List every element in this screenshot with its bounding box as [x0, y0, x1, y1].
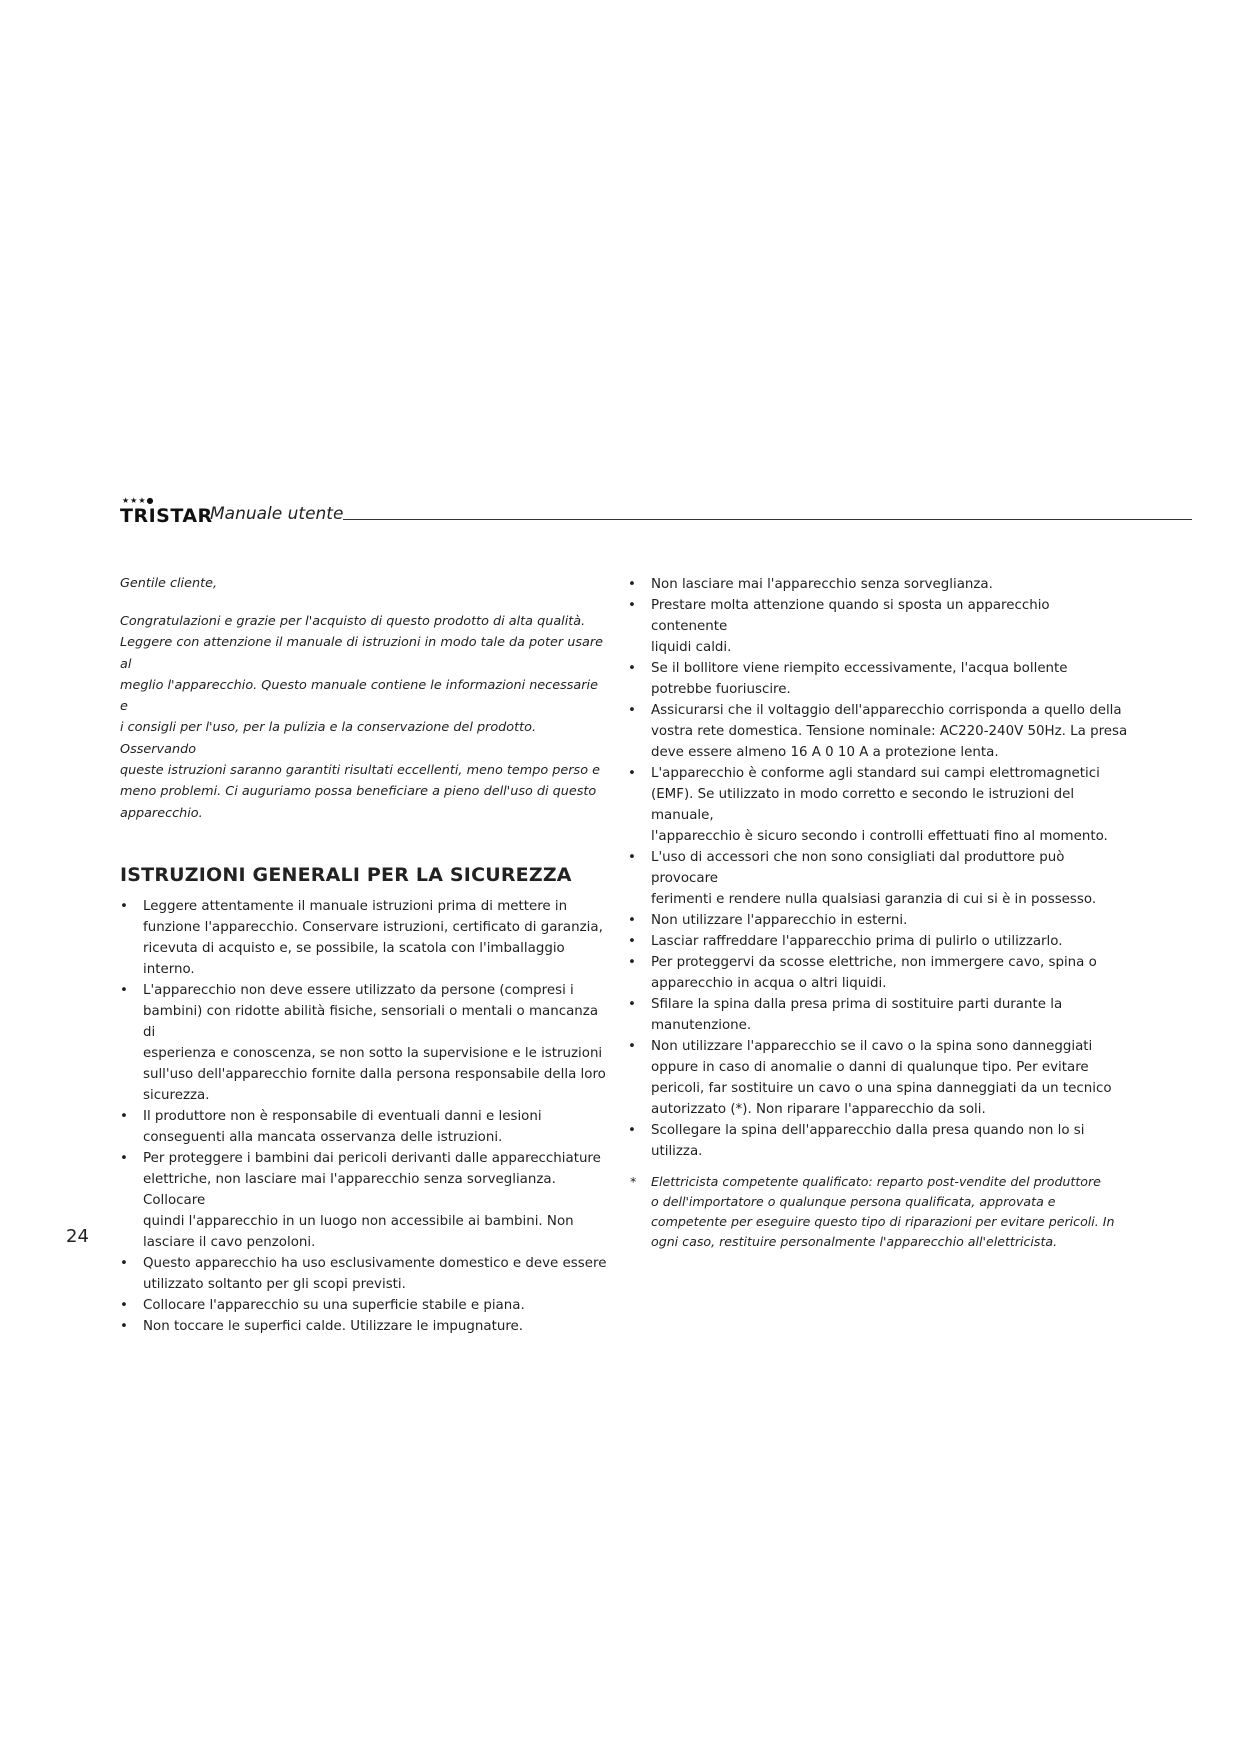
bullet-line: Non utilizzare l'apparecchio se il cavo o la spina sono danneggiati: [651, 1039, 1093, 1054]
safety-bullet-item: [628, 1036, 1128, 1120]
safety-list-left: [120, 896, 608, 1337]
bullet-line: L'apparecchio è conforme agli standard sui campi elettromagnetici: [651, 766, 1100, 781]
bullet-line: L'uso di accessori che non sono consigliati dal produttore può provocare: [651, 850, 1065, 886]
left-column: [120, 574, 608, 1337]
safety-bullet-item: [628, 931, 1128, 952]
intro-line: i consigli per l'uso, per la pulizia e la conservazione del prodotto. Osservando: [120, 720, 537, 757]
safety-bullet-item: [628, 700, 1128, 763]
bullet-line: Non lasciare mai l'apparecchio senza sorveglianza.: [651, 577, 993, 592]
bullet-line: funzione l'apparecchio. Conservare istruzioni, certificato di garanzia,: [143, 919, 603, 935]
logo-wordmark: TRISTAR: [120, 505, 213, 527]
footnote-line: ogni caso, restituire personalmente l'apparecchio all'elettricista.: [651, 1234, 1058, 1249]
intro-line: meno problemi. Ci auguriamo possa beneficiare a pieno dell'uso di questo: [120, 784, 597, 800]
safety-list-right: [628, 574, 1128, 1162]
intro-line: Congratulazioni e grazie per l'acquisto di questo prodotto di alta qualità.: [120, 614, 586, 629]
safety-bullet-item: [120, 1106, 608, 1148]
bullet-line: elettriche, non lasciare mai l'apparecchio senza sorveglianza. Collocare: [143, 1171, 556, 1208]
bullet-line: Leggere attentamente il manuale istruzioni prima di mettere in: [143, 898, 568, 914]
footnote: [628, 1172, 1128, 1252]
header-divider: [343, 519, 1192, 520]
intro-paragraph: [120, 611, 608, 824]
bullet-line: (EMF). Se utilizzato in modo corretto e secondo le istruzioni del manuale,: [651, 787, 1075, 823]
bullet-marker: •: [120, 982, 128, 998]
bullet-line: Il produttore non è responsabile di eventuali danni e lesioni: [143, 1108, 542, 1124]
safety-bullet-item: [628, 763, 1128, 847]
bullet-marker: •: [120, 1255, 128, 1271]
bullet-line: ricevuta di acquisto e, se possibile, la scatola con l'imballaggio interno.: [143, 940, 565, 977]
bullet-line: Questo apparecchio ha uso esclusivamente domestico e deve essere: [143, 1255, 607, 1271]
bullet-line: vostra rete domestica. Tensione nominale: AC220-240V 50Hz. La presa: [651, 724, 1128, 739]
intro-line: meglio l'apparecchio. Questo manuale contiene le informazioni necessarie e: [120, 677, 598, 715]
bullet-line: esperienza e conoscenza, se non sotto la supervisione e le istruzioni: [143, 1045, 603, 1061]
bullet-marker: •: [120, 898, 128, 914]
bullet-line: Per proteggere i bambini dai pericoli derivanti dalle apparecchiature: [143, 1150, 601, 1166]
safety-bullet-item: [120, 1148, 608, 1253]
bullet-line: oppure in caso di anomalie o danni di qualunque tipo. Per evitare: [651, 1060, 1089, 1075]
footnote-line: o dell'importatore o qualunque persona qualificata, approvata e: [651, 1194, 1056, 1209]
bullet-line: deve essere almeno 16 A 0 10 A a protezione lenta.: [651, 745, 999, 760]
bullet-marker: •: [120, 1318, 128, 1334]
tristar-logo: [120, 496, 213, 529]
bullet-line: sull'uso dell'apparecchio fornite dalla persona responsabile della loro: [143, 1066, 606, 1082]
safety-bullet-item: [628, 847, 1128, 910]
bullet-line: ferimenti e rendere nulla qualsiasi garanzia di cui si è in possesso.: [651, 892, 1097, 907]
bullet-line: Assicurarsi che il voltaggio dell'apparecchio corrisponda a quello della: [651, 703, 1122, 718]
bullet-marker: •: [628, 1123, 636, 1138]
bullet-line: Sfilare la spina dalla presa prima di sostituire parti durante la: [651, 997, 1063, 1012]
bullet-line: Prestare molta attenzione quando si sposta un apparecchio contenente: [651, 598, 1050, 634]
footnote-line: competente per eseguire questo tipo di riparazioni per evitare pericoli. In: [651, 1214, 1115, 1229]
bullet-line: potrebbe fuoriuscire.: [651, 682, 791, 697]
bullet-marker: •: [120, 1108, 128, 1124]
safety-bullet-item: [628, 994, 1128, 1036]
safety-bullet-item: [628, 910, 1128, 931]
bullet-marker: •: [628, 934, 636, 949]
intro-line: apparecchio.: [120, 805, 203, 821]
bullet-line: utilizzato soltanto per gli scopi previsti.: [143, 1276, 406, 1292]
bullet-line: bambini) con ridotte abilità fisiche, sensoriali o mentali o mancanza di: [143, 1003, 599, 1040]
bullet-marker: •: [120, 1150, 128, 1166]
bullet-line: Collocare l'apparecchio su una superficie stabile e piana.: [143, 1297, 525, 1313]
bullet-line: quindi l'apparecchio in un luogo non accessibile ai bambini. Non: [143, 1213, 574, 1229]
bullet-line: liquidi caldi.: [651, 640, 732, 655]
bullet-line: conseguenti alla mancata osservanza delle istruzioni.: [143, 1129, 503, 1145]
page-header: [120, 497, 1192, 529]
bullet-line: lasciare il cavo penzoloni.: [143, 1234, 316, 1250]
logo-stars: ★★★●: [122, 496, 155, 505]
header-title: Manuale utente: [210, 504, 344, 524]
safety-bullet-item: [120, 1253, 608, 1295]
bullet-line: manutenzione.: [651, 1018, 752, 1033]
greeting: Gentile cliente,: [120, 576, 218, 591]
safety-bullet-item: [120, 1295, 608, 1316]
bullet-marker: •: [628, 766, 636, 781]
safety-bullet-item: [120, 896, 608, 980]
bullet-line: utilizza.: [651, 1144, 703, 1159]
bullet-marker: •: [120, 1297, 128, 1313]
bullet-line: Lasciar raffreddare l'apparecchio prima di pulirlo o utilizzarlo.: [651, 934, 1063, 949]
safety-bullet-item: [628, 658, 1128, 700]
footnote-marker: *: [630, 1174, 637, 1189]
bullet-line: apparecchio in acqua o altri liquidi.: [651, 976, 887, 991]
safety-bullet-item: [628, 574, 1128, 595]
bullet-line: l'apparecchio è sicuro secondo i controlli effettuati fino al momento.: [651, 829, 1108, 844]
bullet-line: autorizzato (*). Non riparare l'apparecchio da soli.: [651, 1102, 986, 1117]
bullet-marker: •: [628, 913, 636, 928]
bullet-marker: •: [628, 997, 636, 1012]
bullet-line: pericoli, far sostituire un cavo o una spina danneggiati da un tecnico: [651, 1081, 1112, 1096]
bullet-line: Per proteggervi da scosse elettriche, non immergere cavo, spina o: [651, 955, 1097, 970]
bullet-line: L'apparecchio non deve essere utilizzato da persone (compresi i: [143, 982, 574, 998]
bullet-marker: •: [628, 955, 636, 970]
footnote-line: Elettricista competente qualificato: reparto post-vendite del produttore: [651, 1174, 1101, 1189]
safety-bullet-item: [628, 595, 1128, 658]
page-number: 24: [66, 1226, 89, 1247]
bullet-marker: •: [628, 577, 636, 592]
bullet-line: Scollegare la spina dell'apparecchio dalla presa quando non lo si: [651, 1123, 1085, 1138]
right-column: [628, 574, 1128, 1252]
bullet-line: Non toccare le superfici calde. Utilizzare le impugnature.: [143, 1318, 524, 1334]
bullet-marker: •: [628, 1039, 636, 1054]
safety-bullet-item: [120, 980, 608, 1106]
safety-bullet-item: [628, 1120, 1128, 1162]
intro-line: Leggere con attenzione il manuale di istruzioni in modo tale da poter usare al: [120, 635, 603, 672]
bullet-line: Se il bollitore viene riempito eccessivamente, l'acqua bollente: [651, 661, 1068, 676]
bullet-marker: •: [628, 703, 636, 718]
bullet-marker: •: [628, 661, 636, 676]
bullet-marker: •: [628, 598, 636, 613]
section-title: ISTRUZIONI GENERALI PER LA SICUREZZA: [120, 863, 572, 886]
bullet-line: Non utilizzare l'apparecchio in esterni.: [651, 913, 908, 928]
bullet-line: sicurezza.: [143, 1087, 210, 1103]
safety-bullet-item: [120, 1316, 608, 1337]
safety-bullet-item: [628, 952, 1128, 994]
bullet-marker: •: [628, 850, 636, 865]
intro-line: queste istruzioni saranno garantiti risultati eccellenti, meno tempo perso e: [120, 763, 600, 779]
